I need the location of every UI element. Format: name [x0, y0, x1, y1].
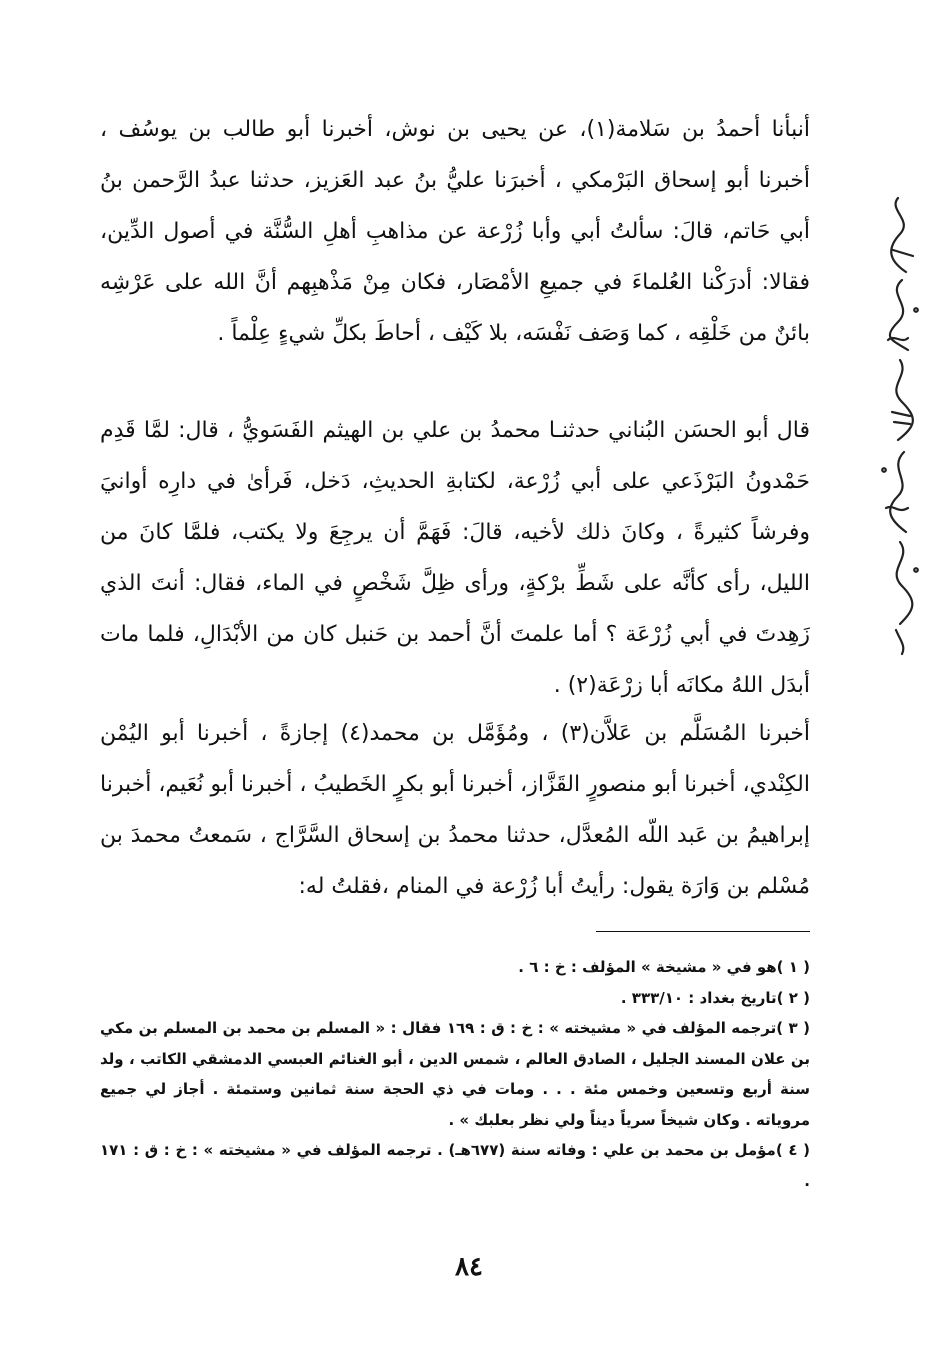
footnote-divider: [596, 931, 810, 932]
paragraph-3: أخبرنا المُسَلَّم بن عَلاَّن(٣) ، ومُؤَمَّل بن محمد(٤) إجازةً ، أخبرنا أبو اليُمْن الكِنْدي، أخبرنا أبو منصورٍ القَزَّاز، أخبرنا أبو بكرٍ الخَطيبُ ، أخبرنا أبو نُعَيم، أخبرنا إبراهيمُ بن عَبد اللّه المُعدَّل، حدثنا محمدُ بن إسحاق السَّرَّاج ، سَمعتُ محمدَ بن مُسْلم بن وَارَة يقول: رأيتُ أبا زُرْعة في المنام ،فقلتُ له:: [100, 721, 810, 899]
paragraph-1: أنبأنا أحمدُ بن سَلامة(١)، عن يحيى بن نوش، أخبرنا أبو طالب بن يوسُف ، أخبرنا أبو إسحاق البَرْمكي ، أخبرَنا عليُّ بنُ عبد العَزيز، حدثنا عبدُ الرَّحمن بنُ أبي حَاتم، قالَ: سألتُ أبي وأبا زُرْعة عن مذاهبِ أهلِ السُّنَّة في أصول الدِّين، فقالا: أدرَكْنا العُلماءَ في جميعِ الأمْصَار، فكان مِنْ مَذْهبِهم أنَّ الله على عَرْشِه بائنٌ من خَلْقِه ، كما وَصَف نَفْسَه، بلا كَيْف ، أحاطَ بكلِّ شيءٍ عِلْماً .: [100, 117, 810, 346]
footnote-2: ( ٢ )تاريخ بغداد : ٣٣٣/١٠ .: [620, 988, 810, 1007]
footnote-1: ( ١ )هو في « مشيخة » المؤلف : خ : ٦ .: [518, 958, 810, 976]
handwriting-scribble-icon: [858, 190, 938, 660]
footnote-3: ( ٣ )ترجمه المؤلف في « مشيخته » : خ : ق : ١٦٩ فقال : « المسلم بن محمد بن المسلم بن مكي بن علان المسند الجليل ، الصادق العالم ، شمس الدين ، أبو الغنائم العبسي الدمشقي الكاتب ، ولد سنة أربع وتسعين وخمس مئة . . . ومات في ذي الحجة سنة ثمانين وستمئة . أجاز لي جميع مروياته . وكان شيخاً سرياً ديناً ولي نظر بعلبك » .: [100, 1019, 810, 1129]
footnote-4: ( ٤ )مؤمل بن محمد بن علي : وفاته سنة (٦٧٧هـ) . ترجمه المؤلف في « مشيخته » : خ : ق : ١٧١ .: [100, 1141, 810, 1190]
page-number: ٨٤: [455, 1252, 483, 1282]
footnotes-section: [100, 952, 810, 1196]
handwritten-margin-note: [858, 190, 938, 660]
paragraph-2: قال أبو الحسَن البُناني حدثنـا محمدُ بن علي بن الهيثم الفَسَويُّ ، قال: لمَّا قَدِم حَمْدونُ البَرْذَعي على أبي زُرْعة، لكتابةِ الحديثِ، دَخل، فَرأىٰ في دارِه أوانيَ وفرشاً كثيرةً ، وكانَ ذلك لأخيه، قالَ: فَهَمَّ أن يرجِعَ ولا يكتب، فلمَّا كانَ من الليل، رأى كأنَّه على شَطِّ برْكةٍ، ورأى ظِلَّ شَخْصٍ في الماء، فقال: أنتَ الذي زَهِدتَ في أبي زُرْعَة ؟ أما علمتَ أنَّ أحمد بن حَنبل كان من الأبْدَالِ، فلما مات أبدَل اللهُ مكانَه أبا زرْعَة(٢) .: [100, 418, 810, 698]
